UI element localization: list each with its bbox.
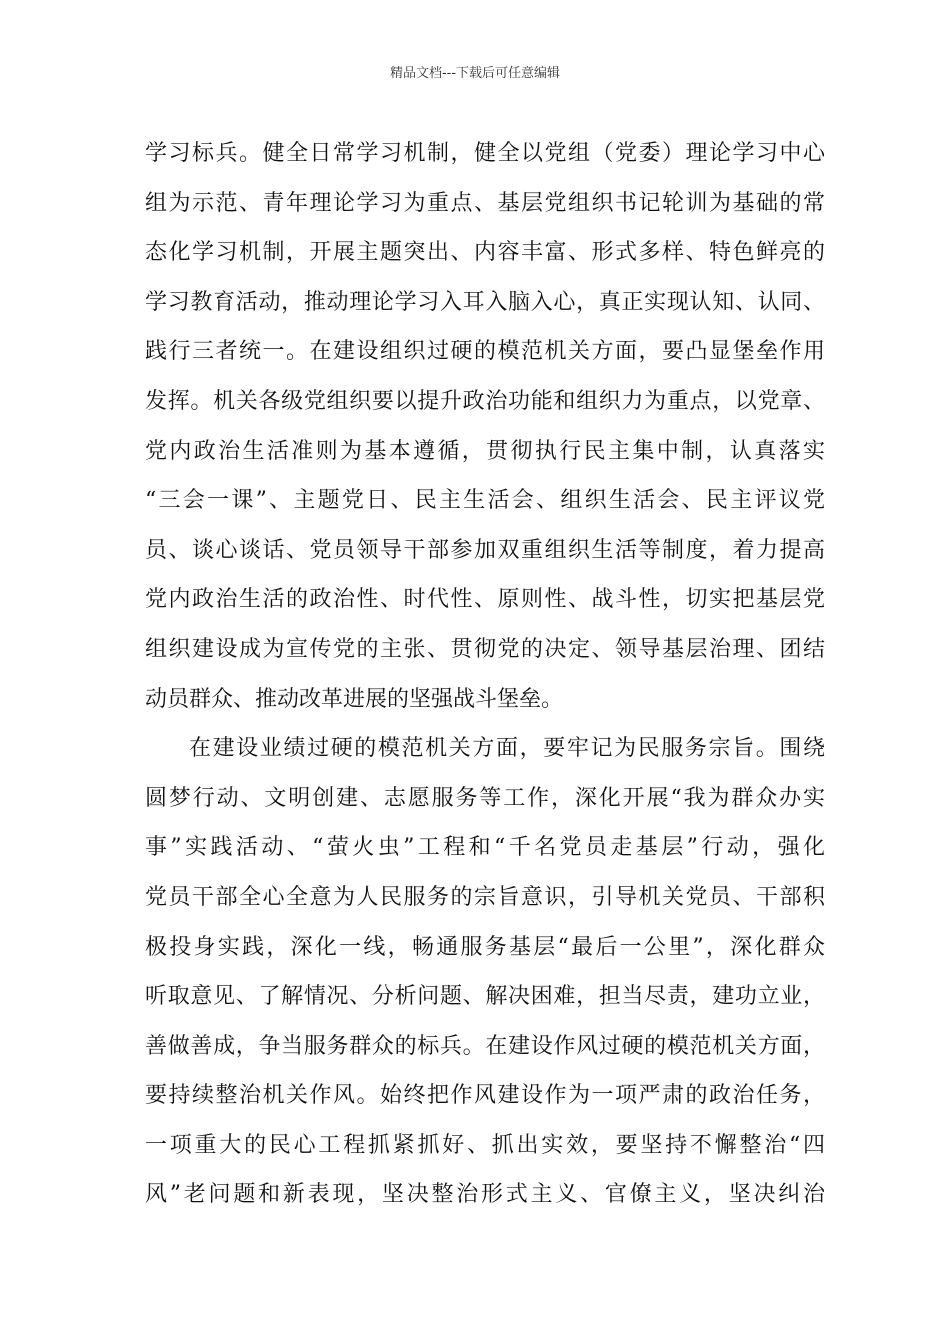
- text-line: 员、谈心谈话、党员领导干部参加双重组织生活等制度，着力提高: [145, 537, 825, 563]
- text-line: “三会一课”、主题党日、民主生活会、组织生活会、民主评议党: [145, 488, 825, 514]
- text-line: 听取意见、了解情况、分析问题、解决困难，担当尽责，建功立业，: [145, 984, 825, 1010]
- text-line: 组织建设成为宣传党的主张、贯彻党的决定、领导基层治理、团结: [145, 636, 825, 662]
- text-line: 动员群众、推动改革进展的坚强战斗堡垒。: [145, 686, 564, 712]
- text-line: 事”实践活动、“萤火虫”工程和“千名党员走基层”行动，强化: [145, 835, 825, 861]
- text-line: 学习标兵。健全日常学习机制，健全以党组（党委）理论学习中心: [145, 141, 825, 166]
- text-line: 发挥。机关各级党组织要以提升政治功能和组织力为重点，以党章、: [145, 388, 825, 414]
- text-line: 要持续整治机关作风。始终把作风建设作为一项严肃的政治任务，: [145, 1083, 825, 1109]
- page-header: 精品文档---下载后可任意编辑: [389, 66, 561, 81]
- text-line: 党员干部全心全意为人民服务的宗旨意识，引导机关党员、干部积: [145, 884, 825, 910]
- text-line: 风”老问题和新表现，坚决整治形式主义、官僚主义，坚决纠治: [145, 1182, 825, 1208]
- text-line: 组为示范、青年理论学习为重点、基层党组织书记轮训为基础的常: [145, 190, 825, 216]
- text-line: 在建设业绩过硬的模范机关方面，要牢记为民服务宗旨。围绕: [189, 736, 825, 762]
- document-body: [145, 129, 825, 1220]
- text-line: 学习教育活动，推动理论学习入耳入脑入心，真正实现认知、认同、: [145, 289, 825, 315]
- text-line: 党内政治生活准则为基本遵循，贯彻执行民主集中制，认真落实: [145, 438, 825, 464]
- text-line: 善做善成，争当服务群众的标兵。在建设作风过硬的模范机关方面，: [145, 1033, 825, 1059]
- text-line: 党内政治生活的政治性、时代性、原则性、战斗性，切实把基层党: [145, 587, 825, 613]
- text-line: 态化学习机制，开展主题突出、内容丰富、形式多样、特色鲜亮的: [145, 240, 825, 266]
- text-line: 一项重大的民心工程抓紧抓好、抓出实效，要坚持不懈整治“四: [145, 1132, 825, 1158]
- text-line: 极投身实践，深化一线，畅通服务基层“最后一公里”，深化群众: [145, 934, 825, 960]
- text-line: 践行三者统一。在建设组织过硬的模范机关方面，要凸显堡垒作用: [145, 339, 825, 365]
- text-line: 圆梦行动、文明创建、志愿服务等工作，深化开展“我为群众办实: [145, 785, 825, 811]
